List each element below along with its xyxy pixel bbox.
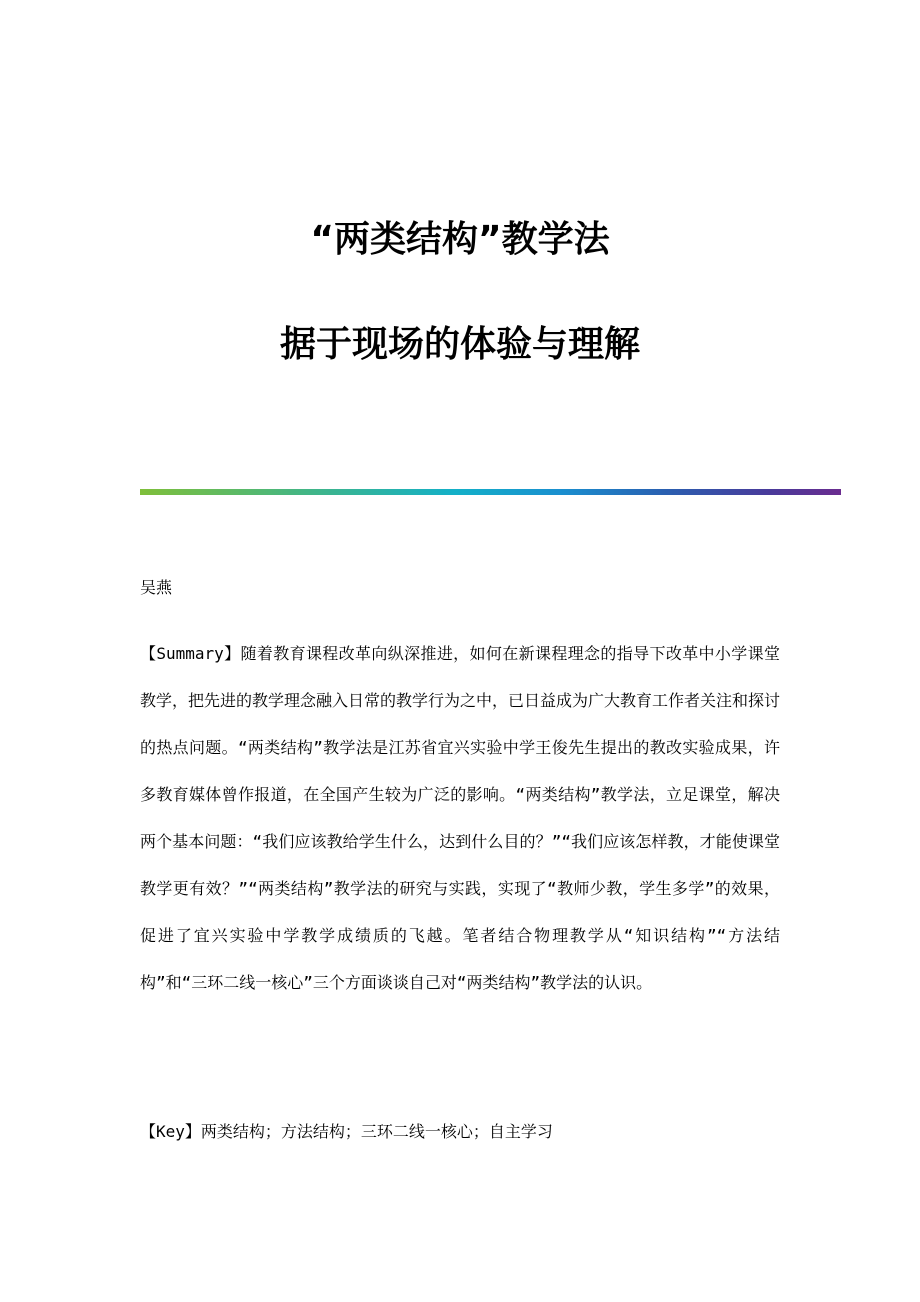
author-name: 吴燕 (140, 578, 173, 597)
summary-paragraph (140, 630, 780, 1006)
summary-text: 随着教育课程改革向纵深推进，如何在新课程理念的指导下改革中小学课堂教学，把先进的教学理念融入日常的教学行为之中，已日益成为广大教育工作者关注和探讨的热点问题。“两类结构”教学法是江苏省宜兴实验中学王俊先生提出的教改实验成果，许多教育媒体曾作报道，在全国产生较为广泛的影响。“两类结构”教学法，立足课堂，解决两个基本问题：“我们应该教给学生什么，达到什么目的？”“我们应该怎样教，才能使课堂教学更有效？”“两类结构”教学法的研究与实践，实现了“教师少教，学生多学”的效果，促进了宜兴实验中学教学成绩质的飞越。笔者结合物理教学从“知识结构”“方法结构”和“三环二线一核心”三个方面谈谈自己对“两类结构”教学法的认识。 (140, 644, 781, 992)
document-title: “两类结构”教学法 (310, 219, 610, 260)
keywords-text: 两类结构；方法结构；三环二线一核心；自主学习 (200, 1122, 553, 1141)
summary-label: 【Summary】 (140, 644, 241, 663)
keywords-line (140, 1122, 780, 1142)
keywords-label: 【Key】 (140, 1122, 201, 1141)
document-subtitle: 据于现场的体验与理解 (279, 324, 640, 365)
gradient-divider (140, 489, 841, 495)
